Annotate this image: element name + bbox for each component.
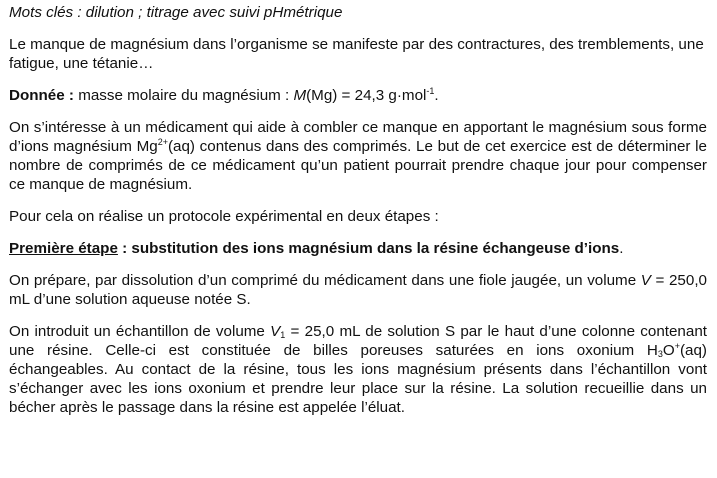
context-paragraph <box>9 118 707 194</box>
sample-text-1: On introduit un échantillon de volume <box>9 323 271 340</box>
ion-charge: 2+ <box>157 137 168 147</box>
protocol-intro: Pour cela on réalise un protocole expérimental en deux étapes : <box>9 208 439 225</box>
data-paragraph <box>9 86 707 105</box>
volume1-var: V <box>270 323 281 340</box>
preparation-text-2: = 250,0 mL d’une solution aqueuse notée S. <box>9 272 707 308</box>
data-text: masse molaire du magnésium : <box>73 87 294 104</box>
sample-text-2: = 25,0 mL de solution S par le haut d’une colonne contenant une résine. Celle-ci est constituée de billes poreuses saturées en ions oxonium H <box>9 323 707 359</box>
data-end: . <box>434 87 439 104</box>
preparation-paragraph <box>9 271 707 309</box>
step1-title: : substitution des ions magnésium dans la résine échangeuse d’ions <box>117 240 620 257</box>
volume-var: V <box>640 272 651 289</box>
step1-heading <box>9 239 707 258</box>
step1-end: . <box>619 240 624 257</box>
unit-exponent: -1 <box>426 86 435 96</box>
sample-text-3: (aq) échangeables. Au contact de la résine, tous les ions magnésium présents dans l’échantillon vont s’échanger avec les ions oxonium et prendre leur place sur la résine. La solution recueillie dans un bécher après le passage dans la résine est appelée l’éluat. <box>9 342 707 416</box>
oxonium-o: O <box>662 342 675 359</box>
oxonium-charge: + <box>674 341 680 351</box>
intro-paragraph: Le manque de magnésium dans l’organisme se manifeste par des contractures, des tremblements, une fatigue, une tétanie… <box>9 36 704 72</box>
keywords-line: Mots clés : dilution ; titrage avec suivi pHmétrique <box>9 4 343 21</box>
molar-mass-value: (Mg) = 24,3 g·mol <box>306 87 427 104</box>
step1-label: Première étape <box>9 240 118 257</box>
context-text-1: On s’intéresse à un médicament qui aide à combler ce manque en apportant le magnésium sous forme d’ions magnésium Mg <box>9 119 707 155</box>
volume1-sub: 1 <box>280 330 286 340</box>
molar-mass-symbol: M <box>293 87 307 104</box>
context-text-2: (aq) contenus dans des comprimés. Le but de cet exercice est de déterminer le nombre de comprimés de ce médicament qu’un patient pourrait prendre chaque jour pour compenser ce manque de magnésium. <box>9 138 707 193</box>
sample-paragraph <box>9 322 707 417</box>
data-label: Donnée : <box>9 87 74 104</box>
preparation-text-1: On prépare, par dissolution d’un comprimé du médicament dans une fiole jaugée, un volume <box>9 272 641 289</box>
h3-sub: 3 <box>657 349 663 359</box>
